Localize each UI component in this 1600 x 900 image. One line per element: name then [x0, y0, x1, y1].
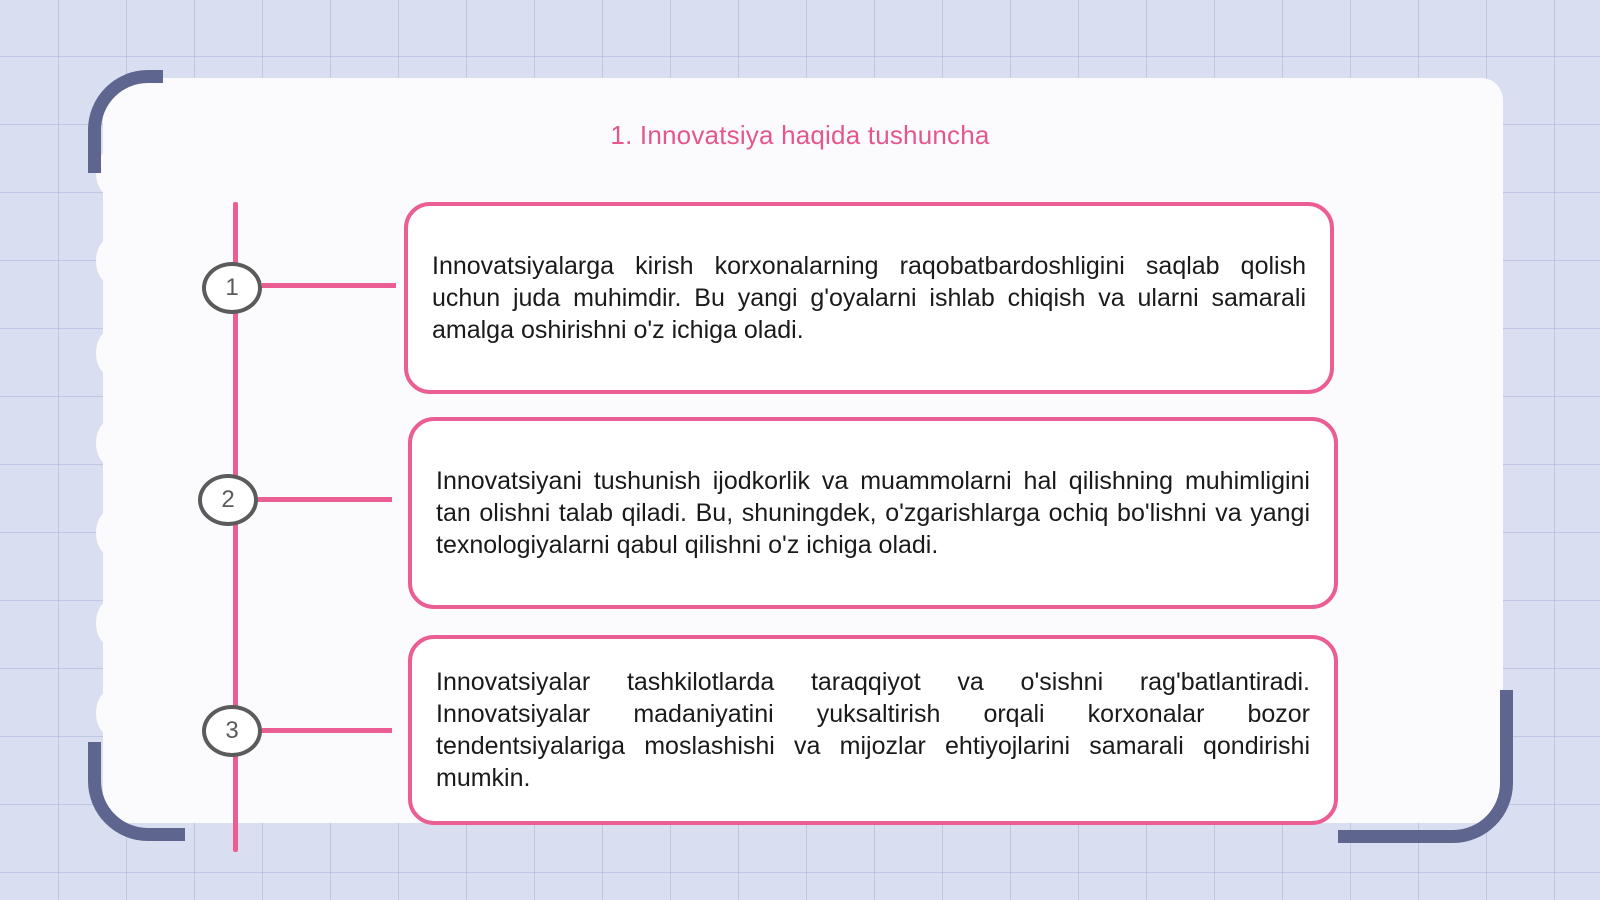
step-connector — [262, 728, 392, 733]
step-card-3 — [408, 635, 1338, 825]
step-card-1 — [404, 202, 1334, 394]
slide-title: 1. Innovatsiya haqida tushuncha — [610, 120, 990, 150]
step-number-2 — [198, 474, 258, 526]
step-number-label: 1 — [225, 274, 239, 301]
step-card-text: Innovatsiyani tushunish ijodkorlik va muammolarni hal qilishning muhimligini tan olishni talab qiladi. Bu, shuningdek, o'zgarishlarga ochiq bo'lishni va yangi texnologiyalarni qabul qilishni o'z ichiga oladi. — [436, 467, 1310, 559]
step-connector — [262, 283, 396, 288]
notebook-scallop — [96, 330, 126, 376]
frame-corner-bottom-left — [88, 742, 185, 841]
notebook-scallop — [96, 420, 126, 466]
step-number-label: 2 — [221, 486, 235, 513]
step-card-text: Innovatsiyalar tashkilotlarda taraqqiyot va o'sishni rag'batlantiradi. Innovatsiyalar madaniyatini yuksaltirish orqali korxonalar bozor tendentsiyalariga moslashishi va mijozlar ehtiyojlarini samarali qondirishi mumkin. — [436, 668, 1310, 792]
notebook-scallop — [96, 600, 126, 646]
step-card-2 — [408, 417, 1338, 609]
frame-corner-top-left — [88, 70, 163, 173]
step-number-3 — [202, 705, 262, 757]
step-connector — [258, 497, 392, 502]
notebook-scallop — [96, 238, 126, 284]
step-number-label: 3 — [225, 717, 239, 744]
step-number-1 — [202, 262, 262, 314]
notebook-scallop — [96, 690, 126, 736]
notebook-scallop — [96, 510, 126, 556]
frame-corner-bottom-right — [1338, 690, 1513, 843]
step-card-text: Innovatsiyalarga kirish korxonalarning raqobatbardoshligini saqlab qolish uchun juda muhimdir. Bu yangi g'oyalarni ishlab chiqish va ularni samarali amalga oshirishni o'z ichiga oladi. — [432, 252, 1306, 344]
